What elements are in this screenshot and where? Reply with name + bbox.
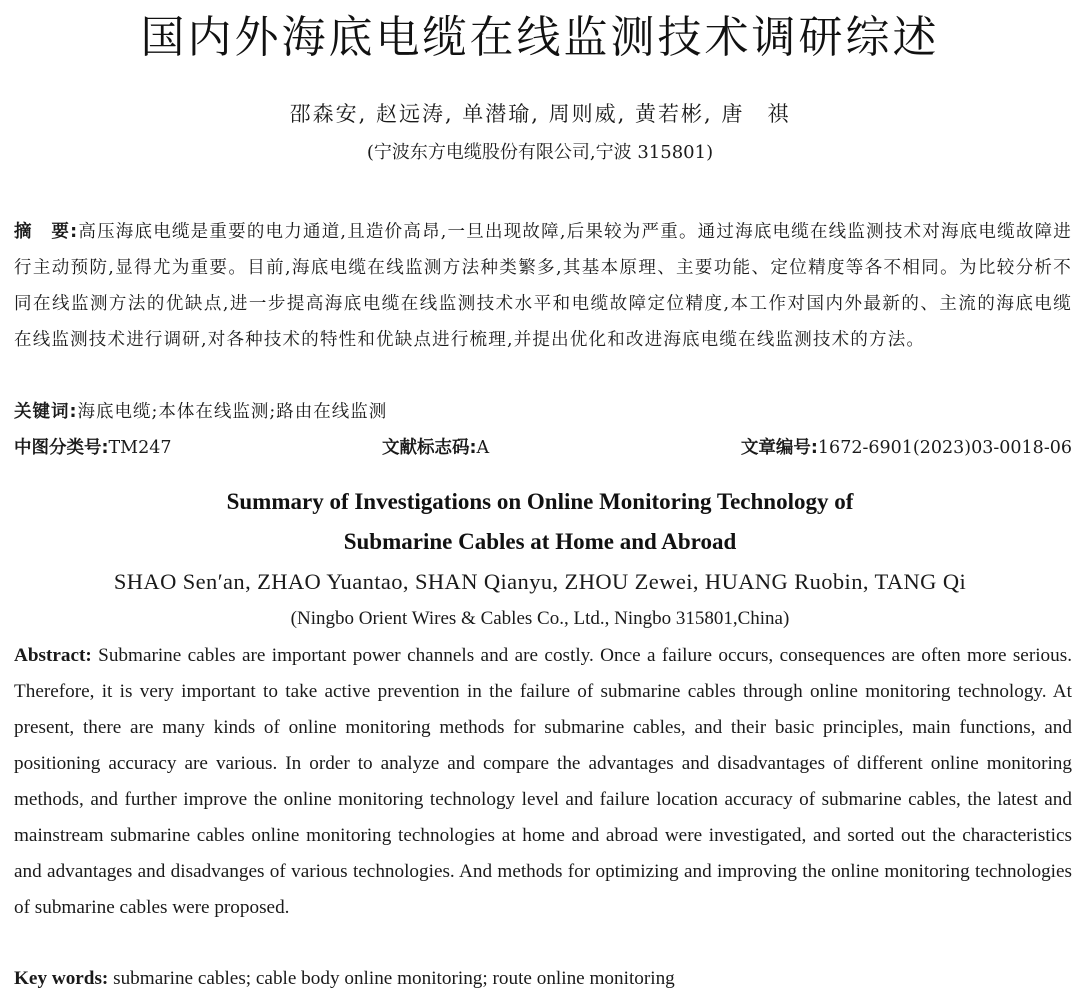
keywords-cn-text: 海底电缆;本体在线监测;路由在线监测 — [77, 402, 388, 422]
affiliation-en: (Ningbo Orient Wires & Cables Co., Ltd., Ningbo 315801,China) — [290, 608, 790, 629]
clc-value: TM247 — [108, 438, 172, 458]
clc-label: 中图分类号: — [14, 438, 109, 458]
abstract-cn — [14, 214, 1072, 358]
affiliation-cn: (宁波东方电缆股份有限公司,宁波 315801) — [366, 142, 714, 163]
keywords-cn — [14, 396, 1072, 428]
abstract-en-label: Abstract: — [14, 645, 92, 666]
clc-number — [14, 432, 172, 464]
paper-title-cn: 国内外海底电缆在线监测技术调研综述 — [140, 12, 940, 63]
abstract-cn-label: 摘 要: — [14, 222, 79, 242]
keywords-en-label: Key words: — [14, 968, 109, 989]
keywords-en-text: submarine cables; cable body online monitoring; route online monitoring — [108, 968, 675, 989]
abstract-en-text: Submarine cables are important power channels and are costly. Once a failure occurs, consequences are often more serious. Therefore, it is very important to take active prevention in the failure of submarine cables through online monitoring technology. At present, there are many kinds of online monitoring methods for submarine cables, and their basic principles, main functions, and positioning accuracy are various. In order to analyze and compare the advantages and disadvantages of different online monitoring methods, and further improve the online monitoring technology level and failure location accuracy of submarine cables, the latest and mainstream submarine cables online monitoring technologies at home and abroad were investigated, and sorted out the characteristics and advantages and disadvanges of various technologies. And methods for optimizing and improving the online monitoring technologies of submarine cables were proposed. — [14, 645, 1072, 918]
abstract-en — [14, 638, 1072, 926]
keywords-cn-label: 关键词: — [14, 402, 78, 422]
article-number — [741, 432, 1072, 464]
abstract-cn-text: 高压海底电缆是重要的电力通道,且造价高昂,一旦出现故障,后果较为严重。通过海底电缆在线监测技术对海底电缆故障进行主动预防,显得尤为重要。目前,海底电缆在线监测方法种类繁多,其基本原理、主要功能、定位精度等各不相同。为比较分析不同在线监测方法的优缺点,进一步提高海底电缆在线监测技术水平和电缆故障定位精度,本工作对国内外最新的、主流的海底电缆在线监测技术进行调研,对各种技术的特性和优缺点进行梳理,并提出优化和改进海底电缆在线监测技术的方法。 — [14, 222, 1072, 350]
doc-code-label: 文献标志码: — [382, 438, 477, 458]
classification-row — [14, 432, 1072, 464]
paper-title-en-line2: Submarine Cables at Home and Abroad — [343, 529, 737, 554]
article-no-value: 1672-6901(2023)03-0018-06 — [817, 438, 1072, 458]
authors-en: SHAO Sen′an, ZHAO Yuantao, SHAN Qianyu, ZHOU Zewei, HUANG Ruobin, TANG Qi — [113, 569, 967, 594]
doc-code-value: A — [476, 438, 490, 458]
authors-cn: 邵森安, 赵远涛, 单潜瑜, 周则威, 黄若彬, 唐 祺 — [289, 102, 791, 126]
paper-title-en — [0, 482, 1080, 562]
document-code — [382, 432, 489, 464]
paper-title-en-line1: Summary of Investigations on Online Monitoring Technology of — [226, 489, 854, 514]
article-no-label: 文章编号: — [740, 438, 818, 458]
keywords-en — [14, 962, 1072, 996]
